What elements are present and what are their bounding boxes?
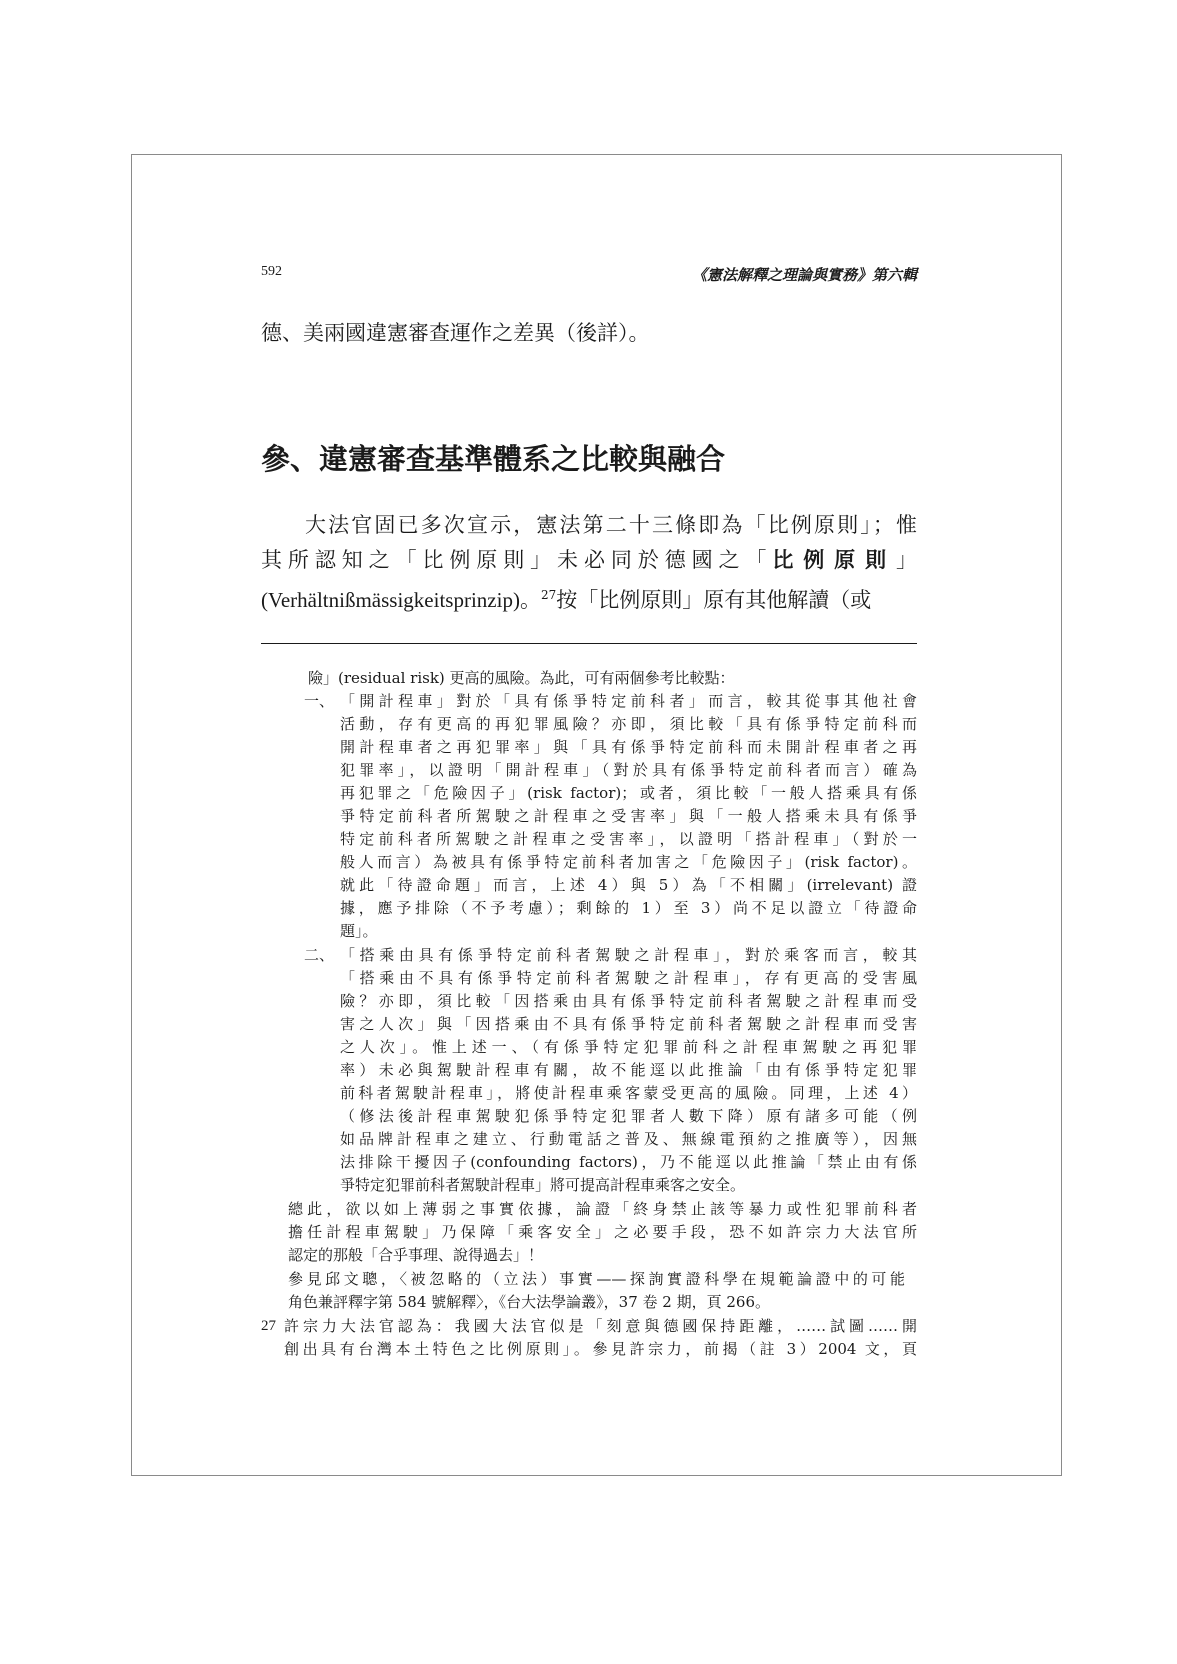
point-one-line: 特定前科者所駕駛之計程車之受害率」，以證明「搭計程車」（對於一: [340, 830, 917, 848]
point-one-line: 般人而言）為被具有係爭特定前科者加害之「危險因子」(risk factor)。: [340, 853, 917, 871]
point-two-line: 害之人次」與「因搭乘由不具有係爭特定前科者駕駛之計程車而受害: [340, 1015, 917, 1033]
footnote-separator: [261, 643, 917, 644]
conclusion-line: 擔任計程車駕駛」乃保障「乘客安全」之必要手段，恐不如許宗力大法官所: [288, 1223, 917, 1241]
point-two-marker: 二、: [304, 946, 335, 964]
point-two-line: 爭特定犯罪前科者駕駛計程車」將可提高計程車乘客之安全。: [340, 1176, 746, 1194]
point-two-line: （修法後計程車駕駛犯係爭特定犯罪者人數下降）原有諸多可能（例: [340, 1107, 917, 1125]
point-one-line: 再犯罪之「危險因子」(risk factor)；或者，須比較「一般人搭乘具有係: [340, 784, 917, 802]
footnote-27-line: 創出具有台灣本土特色之比例原則」。參見許宗力，前揭（註 3）2004 文，頁: [284, 1340, 917, 1358]
point-one-line: 活動，存有更高的再犯罪風險？亦即，須比較「具有係爭特定前科而: [340, 715, 917, 733]
point-one-line: 犯罪率」，以證明「開計程車」（對於具有係爭特定前科者而言）確為: [340, 761, 917, 779]
footnote-ref-27[interactable]: 27: [540, 588, 557, 602]
section-heading: 參、違憲審查基準體系之比較與融合: [261, 442, 726, 476]
point-one-line: 開計程車者之再犯罪率」與「具有係爭特定前科而未開計程車者之再: [340, 738, 917, 756]
point-one-marker: 一、: [304, 692, 335, 710]
footnote-27-line: 許宗力大法官認為：我國大法官似是「刻意與德國保持距離，……試圖……開: [284, 1317, 917, 1335]
point-two-line: 率）未必與駕駛計程車有關，故不能逕以此推論「由有係爭特定犯罪: [340, 1061, 917, 1079]
footnote-intro: 險」(residual risk) 更高的風險。為此，可有兩個參考比較點：: [308, 669, 735, 687]
carryover-text: 德、美兩國違憲審查運作之差異（後詳）。: [261, 321, 650, 345]
paragraph-line-2: [261, 545, 917, 575]
paragraph-line-2-text: 其所認知之「比例原則」未必同於德國之「: [261, 548, 773, 572]
conclusion-line: 認定的那般「合乎事理、說得過去」！: [288, 1246, 544, 1264]
point-two-line: 「搭乘由具有係爭特定前科者駕駛之計程車」，對於乘客而言，較其: [340, 946, 917, 964]
point-two-line: 法排除干擾因子(confounding factors)，乃不能逕以此推論「禁止由有係: [340, 1153, 917, 1171]
reference-line: 角色兼評釋字第 584 號解釋〉，《台大法學論叢》，37 卷 2 期，頁 266。: [288, 1293, 771, 1311]
point-two-line: 之人次」。惟上述一、（有係爭特定犯罪前科之計程車駕駛之再犯罪: [340, 1038, 917, 1056]
paragraph-line-1: 大法官固已多次宣示，憲法第二十三條即為「比例原則」；惟: [305, 513, 917, 537]
reference-line: 參見邱文聰，〈被忽略的（立法）事實——探詢實證科學在規範論證中的可能: [288, 1270, 905, 1288]
running-header: [261, 264, 917, 288]
point-two-line: 「搭乘由不具有係爭特定前科者駕駛之計程車」，存有更高的受害風: [340, 969, 917, 987]
closing-bracket: 」: [896, 548, 918, 572]
german-term: (Verhältnißmässigkeitsprinzip)。: [261, 588, 541, 612]
point-one-line: 據，應予排除（不予考慮）；剩餘的 1）至 3）尚不足以證立「待證命: [340, 899, 917, 917]
paragraph-line-3-text: 按「比例原則」原有其他解讀（或: [556, 588, 872, 612]
point-one-line: 就此「待證命題」而言，上述 4）與 5）為「不相關」(irrelevant) 證: [340, 876, 917, 894]
paragraph-line-3: [261, 580, 917, 615]
page-number: 592: [261, 264, 282, 279]
journal-title: 《憲法解釋之理論與實務》第六輯: [691, 266, 917, 284]
point-one-line: 爭特定前科者所駕駛之計程車之受害率」與「一般人搭乘未具有係爭: [340, 807, 917, 825]
point-one-line: 題」。: [340, 922, 378, 940]
point-two-line: 前科者駕駛計程車」，將使計程車乘客蒙受更高的風險。同理，上述 4）: [340, 1084, 917, 1102]
point-one-line: 「開計程車」對於「具有係爭特定前科者」而言，較其從事其他社會: [340, 692, 917, 710]
footnote-27-number: 27: [261, 1318, 276, 1334]
conclusion-line: 總此，欲以如上薄弱之事實依據，論證「終身禁止該等暴力或性犯罪前科者: [288, 1200, 917, 1218]
proportionality-term: 比例原則: [772, 547, 897, 572]
point-two-line: 如品牌計程車之建立、行動電話之普及、無線電預約之推廣等），因無: [340, 1130, 917, 1148]
point-two-line: 險？亦即，須比較「因搭乘由具有係爭特定前科者駕駛之計程車而受: [340, 992, 917, 1010]
